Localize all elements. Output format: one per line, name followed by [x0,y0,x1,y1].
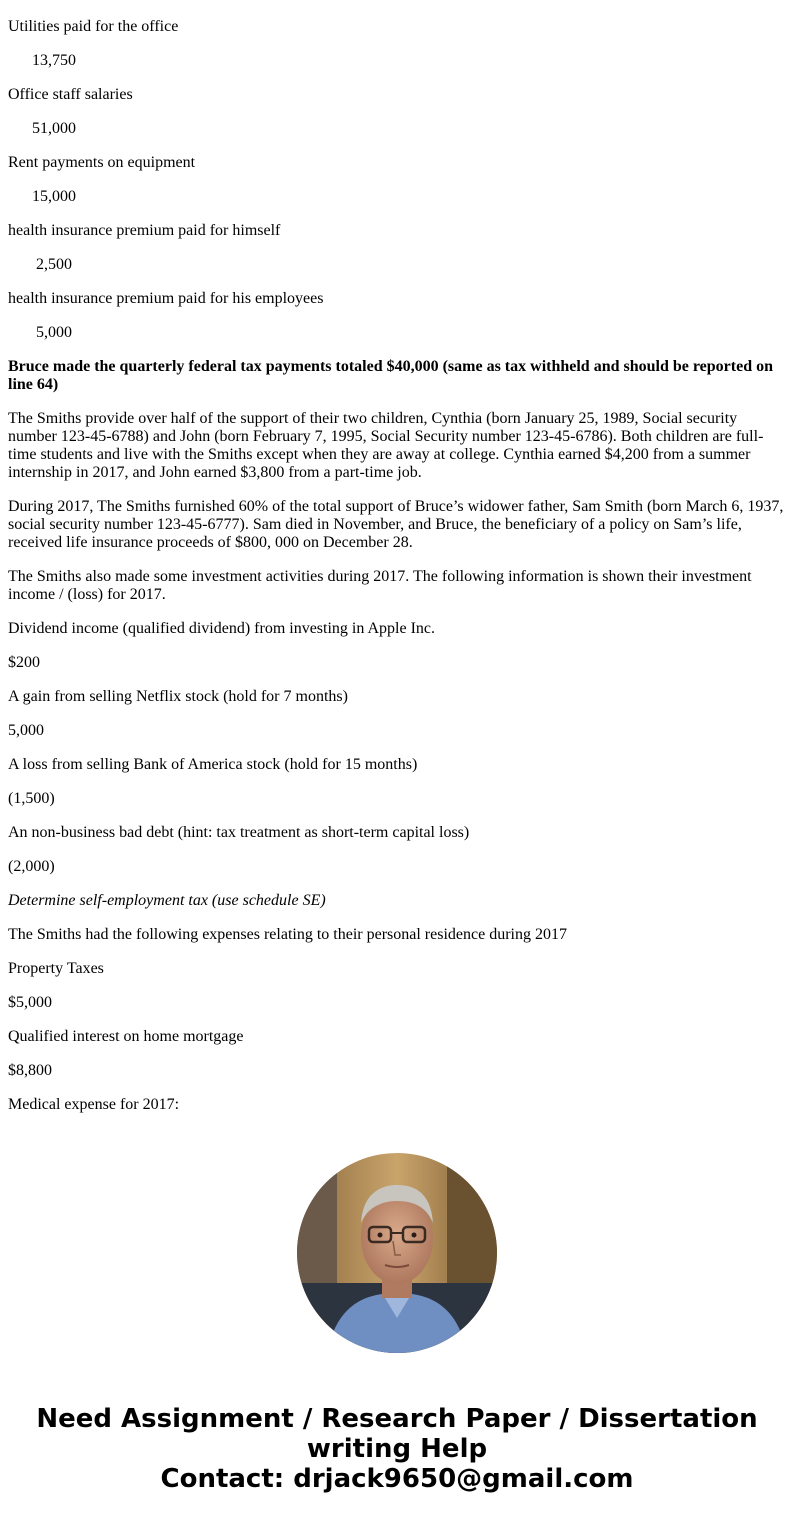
document-line: 13,750 [32,52,76,69]
document-line [8,0,786,2]
cta-line-2: writing Help [306,1434,488,1464]
document-line: health insurance premium paid for himself [8,222,281,239]
author-avatar [297,1153,497,1353]
document-line: Utilities paid for the office [8,18,179,35]
document-line: (1,500) [8,790,55,807]
document-line: 15,000 [32,188,76,205]
document-line: Bruce made the quarterly federal tax payments totaled $40,000 (same as tax withheld and should be reported on line 64) [8,358,774,393]
document-line: The Smiths had the following expenses relating to their personal residence during 2017 [8,926,567,943]
cta-line-1: Need Assignment / Research Paper / Dissertation [36,1404,758,1434]
document-line: Property Taxes [8,960,104,977]
document-line: (2,000) [8,858,55,875]
document-line: 2,500 [36,256,72,273]
document-line: The Smiths provide over half of the support of their two children, Cynthia (born January 25, 1989, Social security number 123-45-6788) and John (born February 7, 1995, Social Security number 123-45-6786). Both children are full-time students and live with the Smiths except when they are away at college. Cynthia earned $4,200 from a summer internship in 2017, and John earned $3,800 from a part-time job. [8,410,764,481]
document-line: Rent payments on equipment [8,154,196,171]
document-line: health insurance premium paid for his employees [8,290,324,307]
cta-line-3: Contact: drjack9650@gmail.com [160,1464,634,1494]
contact-banner [0,1404,794,1494]
author-photo [297,1153,497,1353]
document-line: $8,800 [8,1062,52,1079]
document-body [8,0,786,1130]
document-line: An non-business bad debt (hint: tax treatment as short-term capital loss) [8,824,470,841]
document-line: Medical expense for 2017: [8,1096,180,1113]
document-line: A gain from selling Netflix stock (hold for 7 months) [8,688,348,705]
document-line: 5,000 [8,722,44,739]
document-line: $200 [8,654,40,671]
document-line: 51,000 [32,120,76,137]
document-line: The Smiths also made some investment activities during 2017. The following information is shown their investment income / (loss) for 2017. [8,568,752,603]
document-line: Office staff salaries [8,86,133,103]
document-line: Dividend income (qualified dividend) from investing in Apple Inc. [8,620,436,637]
document-line: A loss from selling Bank of America stock (hold for 15 months) [8,756,418,773]
document-line: $5,000 [8,994,52,1011]
document-line: Determine self-employment tax (use schedule SE) [8,892,326,909]
document-line: Qualified interest on home mortgage [8,1028,244,1045]
document-line: During 2017, The Smiths furnished 60% of the total support of Bruce’s widower father, Sam Smith (born March 6, 1937, social security number 123-45-6777). Sam died in November, and Bruce, the beneficiary of a policy on Sam’s life, received life insurance proceeds of $800, 000 on December 28. [8,498,784,551]
document-line: 5,000 [36,324,72,341]
